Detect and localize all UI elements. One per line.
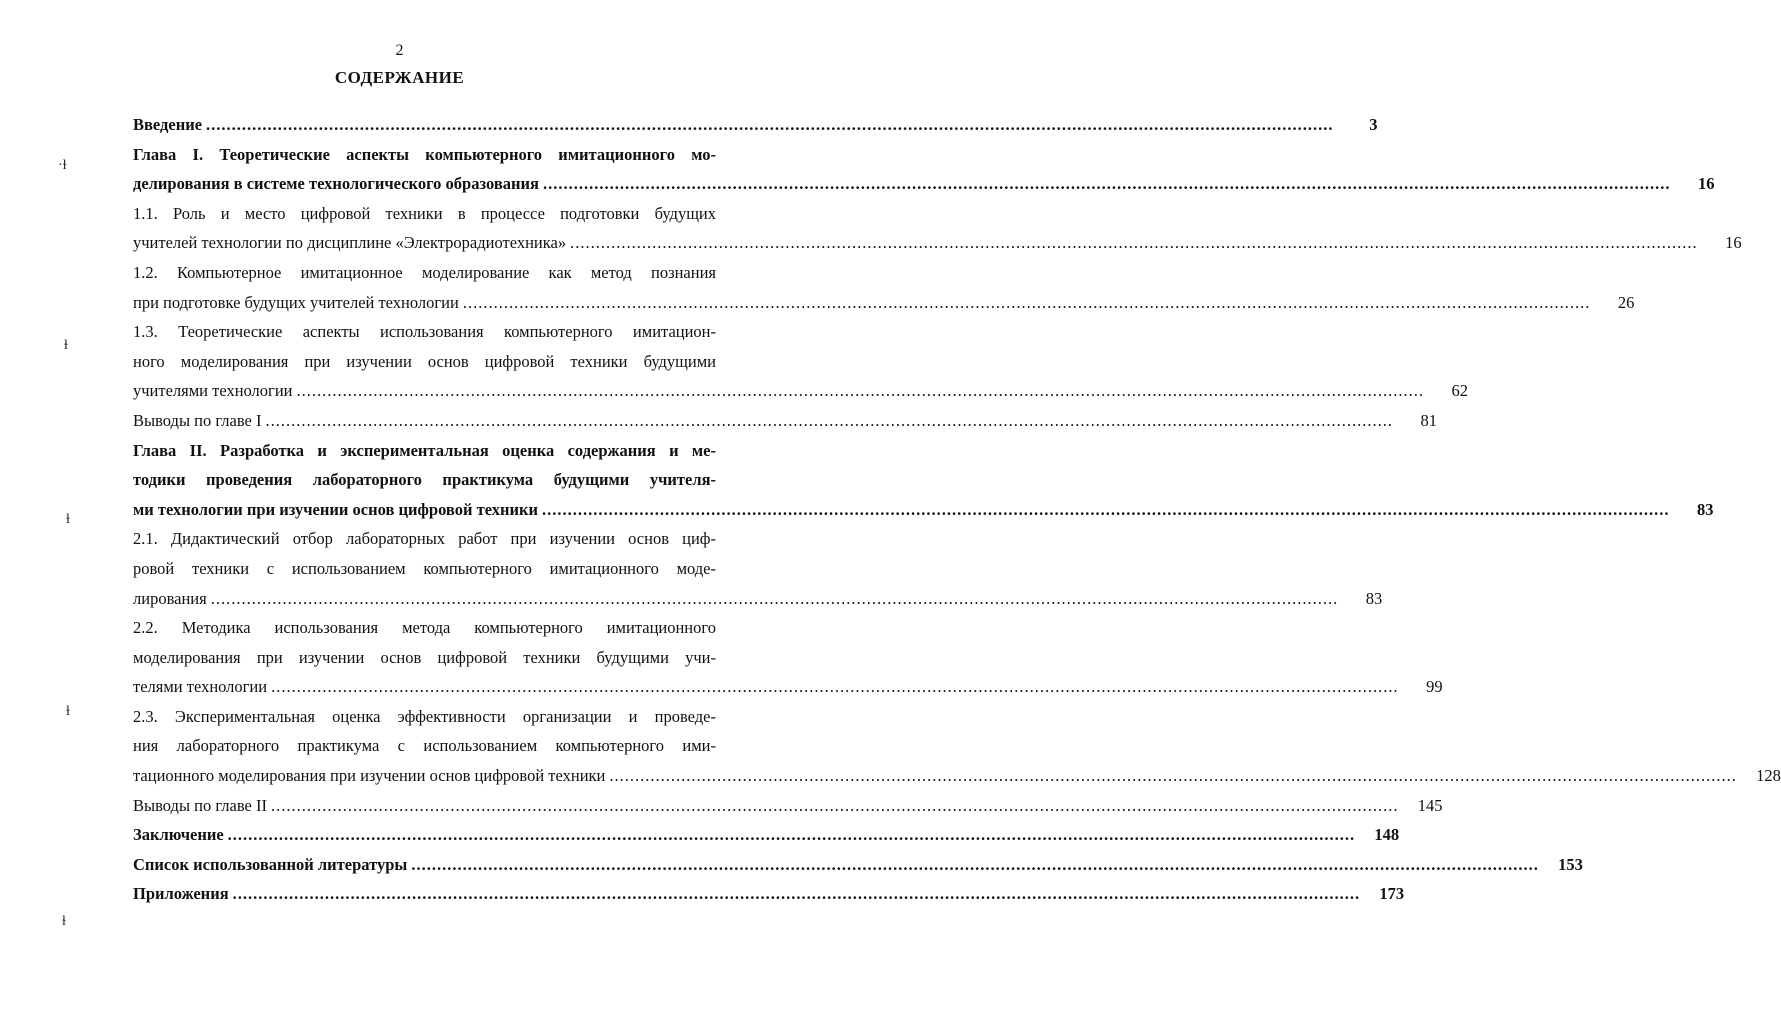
toc-entry-final-line: [133, 879, 1405, 909]
dot-leader: ............................................................................................................................................................................................................................: [227, 825, 1356, 845]
toc-entry-text-line: ровой техники с использованием компьютерного имитационного моде-: [133, 558, 716, 578]
toc-entry-text-line: Глава I. Теоретические аспекты компьютерного имитационного мо-: [133, 144, 716, 164]
toc-entry-page: 145: [1417, 795, 1443, 815]
toc-entry-title: Выводы по главе I: [133, 410, 262, 430]
toc-entry: [133, 317, 1468, 406]
toc-entry-text-line: ного моделирования при изучении основ цифровой техники будущими: [133, 351, 716, 371]
toc-entry: [133, 140, 1715, 199]
toc-entry-title: делирования в системе технологического образования: [133, 174, 539, 194]
toc-entry: [133, 879, 1405, 909]
toc-entry-final-line: [133, 169, 1715, 199]
toc-entry-final-line: [133, 791, 1443, 821]
toc-entry-text-line: моделирования при изучении основ цифровой техники будущими учи-: [133, 647, 716, 667]
toc-entry-text-line: ния лабораторного практикума с использованием компьютерного ими-: [133, 736, 716, 756]
toc-entry-final-line: [133, 228, 1742, 258]
dot-leader: ............................................................................................................................................................................................................................: [210, 588, 1339, 608]
toc-entry-text-line: 2.3. Экспериментальная оценка эффективности организации и проведе-: [133, 706, 716, 726]
dot-leader: ............................................................................................................................................................................................................................: [296, 381, 1424, 401]
toc-entry-text-line: 1.3. Теоретические аспекты использования компьютерного имитацион-: [133, 322, 716, 342]
dot-leader: ............................................................................................................................................................................................................................: [541, 499, 1670, 519]
toc-entry-page: 99: [1426, 677, 1443, 697]
toc-entry-final-line: [133, 672, 1443, 702]
toc-entry-title: Приложения: [133, 884, 229, 904]
toc-entry-page: 16: [1725, 233, 1742, 253]
toc-entry: [133, 613, 1443, 702]
toc-entry-page: 16: [1697, 174, 1715, 194]
toc-entry-page: 128: [1756, 766, 1781, 786]
toc-entry-title: Выводы по главе II: [133, 795, 267, 815]
toc-entry-final-line: [133, 820, 1400, 850]
page-number: 2: [395, 42, 404, 59]
toc-entry-text-line: тодики проведения лабораторного практикума будущими учителя-: [133, 470, 716, 490]
toc-entry-final-line: [133, 584, 1383, 614]
margin-mark-icon: ɫ: [66, 512, 70, 527]
toc-entry: [133, 436, 1714, 525]
toc-entry-text-line: Глава II. Разработка и экспериментальная оценка содержания и ме-: [133, 440, 716, 460]
toc-entry-page: 148: [1374, 825, 1400, 845]
toc-entry: [133, 110, 1378, 140]
toc-entry: [133, 702, 1781, 791]
toc-entry: [133, 199, 1742, 258]
toc-entry-title: учителей технологии по дисциплине «Электрорадиотехника»: [133, 233, 567, 253]
toc-entry-title: тационного моделирования при изучении основ цифровой техники: [133, 766, 606, 786]
dot-leader: ............................................................................................................................................................................................................................: [270, 795, 1399, 815]
dot-leader: ............................................................................................................................................................................................................................: [411, 854, 1539, 874]
dot-leader: ............................................................................................................................................................................................................................: [542, 174, 1671, 194]
toc-entry-final-line: [133, 376, 1468, 406]
toc-entry-page: 173: [1379, 884, 1405, 904]
toc-entry-final-line: [133, 406, 1437, 436]
toc-entry-page: 26: [1617, 292, 1635, 312]
toc-entry-text-line: 2.1. Дидактический отбор лабораторных работ при изучении основ циф-: [133, 529, 716, 549]
toc-entry-title: телями технологии: [133, 677, 268, 697]
toc-entry: [133, 524, 1383, 613]
margin-mark-icon: ɫ: [62, 914, 66, 929]
toc-entry-page: 83: [1365, 588, 1383, 608]
toc-entry-title: при подготовке будущих учителей технологии: [133, 292, 459, 312]
toc-entry-title: Список использованной литературы: [133, 854, 408, 874]
toc-entry: [133, 791, 1443, 821]
margin-mark-icon: ·ɫ: [58, 158, 67, 173]
dot-leader: ............................................................................................................................................................................................................................: [206, 115, 1334, 134]
toc-entry-final-line: [133, 110, 1378, 140]
dot-leader: ............................................................................................................................................................................................................................: [462, 292, 1591, 312]
dot-leader: ............................................................................................................................................................................................................................: [570, 233, 1698, 253]
dot-leader: ............................................................................................................................................................................................................................: [271, 677, 1399, 697]
toc-entry-page: 83: [1696, 499, 1714, 519]
toc-entry-title: учителями технологии: [133, 381, 293, 401]
toc-entry-text-line: 2.2. Методика использования метода компьютерного имитационного: [133, 618, 716, 638]
toc-entry-title: ми технологии при изучении основ цифровой техники: [133, 499, 538, 519]
dot-leader: ............................................................................................................................................................................................................................: [265, 410, 1393, 430]
dot-leader: ............................................................................................................................................................................................................................: [609, 766, 1737, 786]
toc-entry-page: 153: [1558, 854, 1583, 874]
toc-entry-page: 62: [1451, 381, 1468, 401]
toc-entry-title: Введение: [133, 115, 203, 134]
toc-entry-final-line: [133, 288, 1635, 318]
toc-entry-page: 81: [1420, 410, 1437, 430]
dot-leader: ............................................................................................................................................................................................................................: [232, 884, 1361, 904]
table-of-contents: [133, 110, 1781, 909]
toc-entry: [133, 406, 1437, 436]
toc-entry: [133, 258, 1635, 317]
margin-mark-icon: ɫ: [66, 704, 70, 719]
toc-entry-final-line: [133, 850, 1583, 880]
toc-entry-text-line: 1.2. Компьютерное имитационное моделирование как метод познания: [133, 262, 716, 282]
toc-entry-title: лирования: [133, 588, 207, 608]
toc-entry-final-line: [133, 761, 1781, 791]
toc-entry-page: 3: [1369, 115, 1378, 134]
toc-entry-title: Заключение: [133, 825, 224, 845]
toc-entry: [133, 850, 1583, 880]
toc-entry-final-line: [133, 495, 1714, 525]
toc-entry-text-line: 1.1. Роль и место цифровой техники в процессе подготовки будущих: [133, 203, 716, 223]
margin-mark-icon: ɫ: [64, 338, 68, 353]
page-title: СОДЕРЖАНИЕ: [334, 68, 465, 87]
toc-entry: [133, 820, 1400, 850]
